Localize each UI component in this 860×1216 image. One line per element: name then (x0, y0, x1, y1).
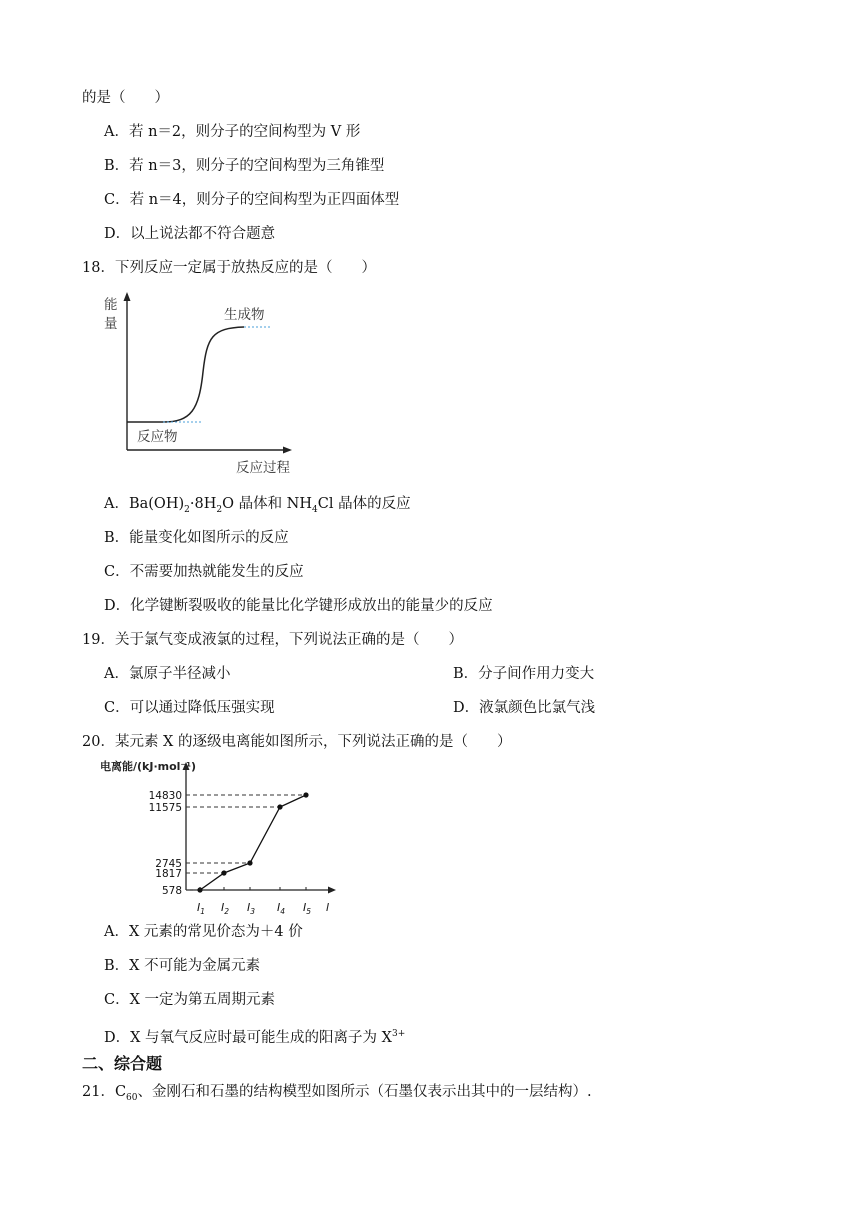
section-heading: 二、综合题 (82, 1054, 163, 1073)
x-tick-label-3: $I_3$ (247, 901, 256, 916)
q17-option-c: C．若 n＝4，则分子的空间构型为正四面体型 (104, 192, 400, 208)
energy-y-label-2: 量 (104, 316, 118, 332)
y-tick-label-2: 1817 (155, 868, 182, 880)
data-point-4 (277, 804, 282, 809)
q17-option-a: A．若 n＝2，则分子的空间构型为 V 形 (104, 124, 361, 140)
y-tick-label-3: 2745 (155, 858, 182, 870)
chart-x-axis-arrow (328, 887, 336, 894)
q17-option-b: B．若 n＝3，则分子的空间构型为三角锥型 (104, 158, 385, 174)
x-tick-label-5: $I_5$ (303, 901, 312, 916)
y-tick-label-1: 578 (161, 885, 182, 897)
q19-option-d: D．液氯颜色比氯气浅 (453, 700, 596, 716)
x-tick-label-1: $I_1$ (197, 901, 206, 916)
reactant-label: 反应物 (137, 429, 178, 445)
chart-y-label: 电离能/(kJ·mol⁻¹) (100, 760, 197, 773)
q20-option-d: D．X 与氧气反应时最可能生成的阳离子为 $X^{3+}$ (104, 1029, 406, 1046)
q20-option-b: B．X 不可能为金属元素 (104, 958, 261, 974)
x-tick-label-4: $I_4$ (277, 901, 286, 916)
y-tick-label-4: 11575 (148, 802, 182, 814)
energy-curve (127, 327, 244, 422)
y-tick-label-5: 14830 (148, 790, 182, 802)
energy-diagram (96, 292, 306, 482)
q20-option-a: A．X 元素的常见价态为＋4 价 (104, 924, 303, 940)
q19-option-c: C．可以通过降低压强实现 (104, 700, 275, 716)
q18-stem: 18．下列反应一定属于放热反应的是（ ） (82, 260, 376, 276)
product-label: 生成物 (224, 307, 265, 323)
q19-stem: 19．关于氯气变成液氯的过程，下列说法正确的是（ ） (82, 632, 463, 648)
energy-x-label: 反应过程 (236, 460, 290, 476)
data-point-5 (303, 792, 308, 797)
q19-option-b: B．分子间作用力变大 (453, 666, 595, 682)
q20-option-c: C．X 一定为第五周期元素 (104, 992, 276, 1008)
q18-option-a: A．$Ba(OH)_2\cdot 8H_2O$ 晶体和 $NH_4Cl$ 晶体的反应 (104, 496, 411, 515)
q19-option-a: A．氯原子半径减小 (104, 666, 231, 682)
data-point-3 (247, 860, 252, 865)
ionization-energy-chart (98, 756, 343, 918)
q18-option-d: D．化学键断裂吸收的能量比化学键形成放出的能量少的反应 (104, 598, 493, 614)
chart-x-label: I (326, 901, 330, 914)
data-point-2 (221, 870, 226, 875)
q20-stem: 20．某元素 X 的逐级电离能如图所示，下列说法正确的是（ ） (82, 734, 512, 750)
q17-stem-tail: 的是（ ） (82, 90, 169, 106)
x-tick-label-2: $I_2$ (221, 901, 230, 916)
q18-option-c: C．不需要加热就能发生的反应 (104, 564, 304, 580)
energy-y-label-1: 能 (104, 297, 118, 313)
q21-stem: 21．$C_{60}$、金刚石和石墨的结构模型如图所示（石墨仅表示出其中的一层结构）. (82, 1084, 592, 1103)
q17-option-d: D．以上说法都不符合题意 (104, 226, 276, 242)
ionization-energy-series-line (200, 795, 306, 890)
q18-option-b: B．能量变化如图所示的反应 (104, 530, 289, 546)
